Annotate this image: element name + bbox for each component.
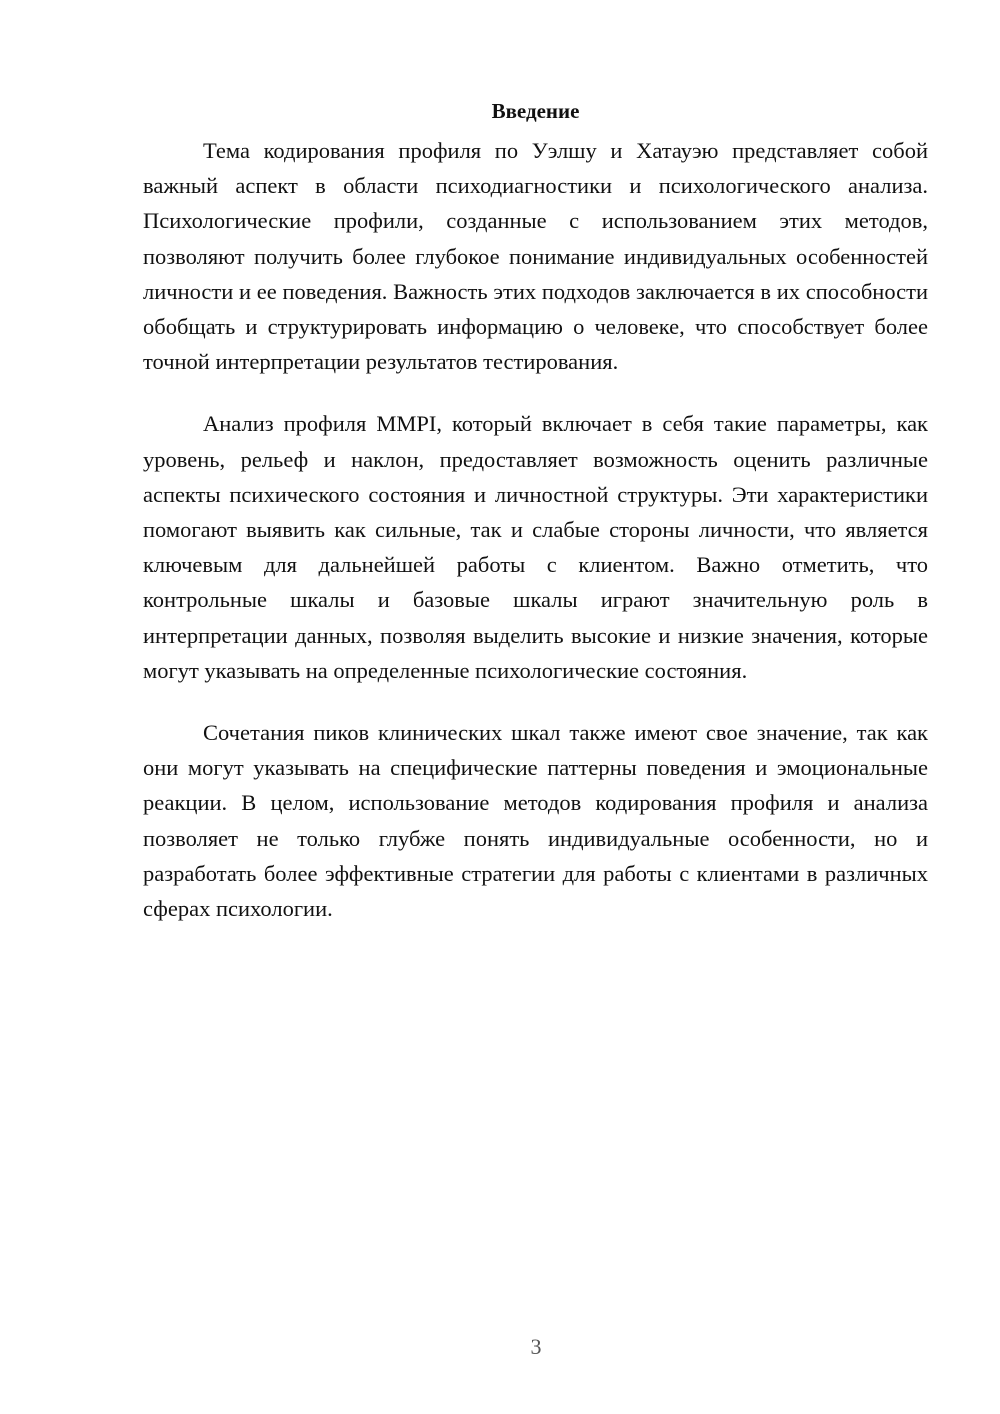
page-number: 3	[530, 1334, 542, 1359]
paragraph-3: Сочетания пиков клинических шкал также имеют свое значение, так как они могут указывать на специфические паттерны поведения и эмоциональные реакции. В целом, использование методов кодирования профиля и анализа позволяет не только глубже понять индивидуальные особенности, но и разработать более эффективные стратегии для работы с клиентами в различных сферах психологии.	[143, 720, 928, 922]
page-content	[143, 96, 928, 953]
paragraph-2: Анализ профиля MMPI, который включает в себя такие параметры, как уровень, рельеф и наклон, предоставляет возможность оценить различные аспекты психического состояния и личностной структуры. Эти характеристики помогают выявить как сильные, так и слабые стороны личности, что является ключевым для дальнейшей работы с клиентом. Важно отметить, что контрольные шкалы и базовые шкалы играют значительную роль в интерпретации данных, позволяя выделить высокие и низкие значения, которые могут указывать на определенные психологические состояния.	[143, 411, 928, 683]
section-title: Введение	[491, 99, 580, 123]
paragraph-1: Тема кодирования профиля по Уэлшу и Хатауэю представляет собой важный аспект в области психодиагностики и психологического анализа. Психологические профили, созданные с использованием этих методов, позволяют получить более глубокое понимание индивидуальных особенностей личности и ее поведения. Важность этих подходов заключается в их способности обобщать и структурировать информацию о человеке, что способствует более точной интерпретации результатов тестирования.	[143, 138, 928, 375]
